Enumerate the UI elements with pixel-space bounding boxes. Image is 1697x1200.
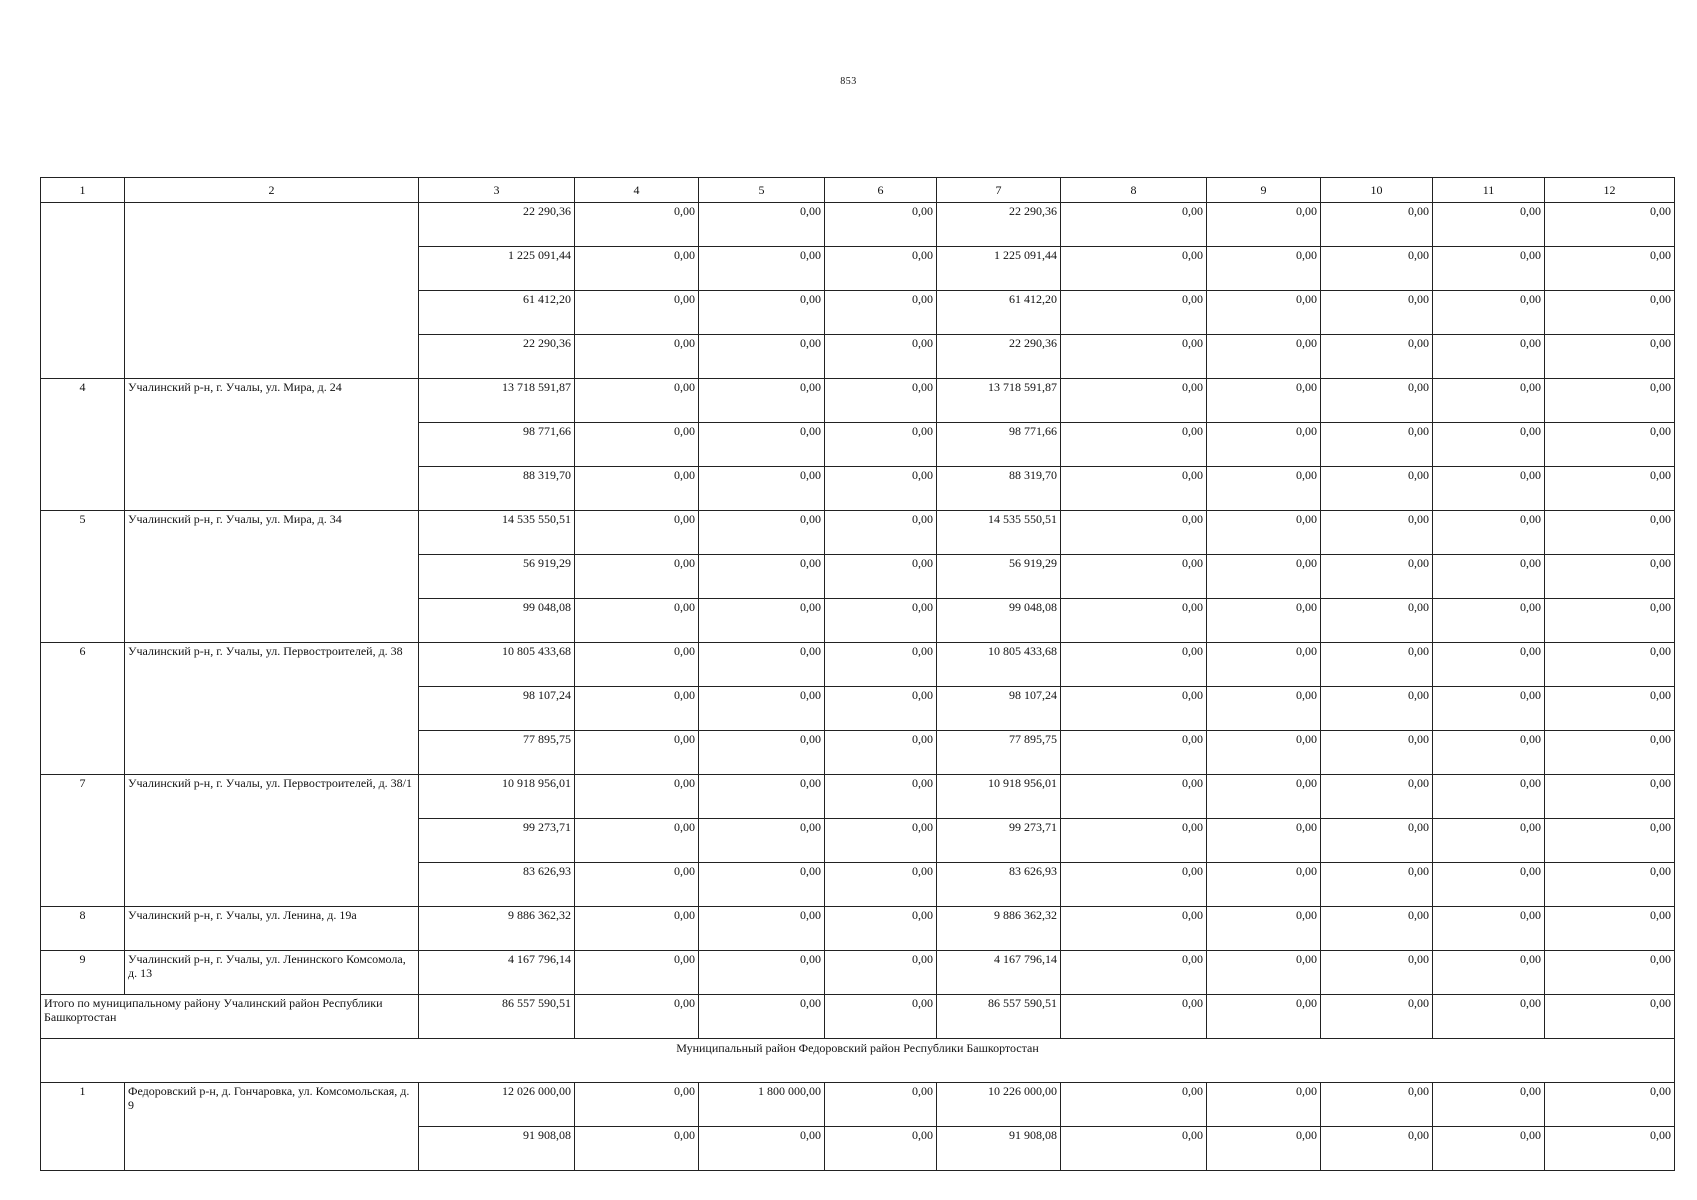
- value-cell: 0,00: [1061, 687, 1207, 731]
- value-cell: 4 167 796,14: [937, 951, 1061, 995]
- value-cell: 0,00: [575, 291, 699, 335]
- value-cell: 0,00: [575, 599, 699, 643]
- value-cell: 0,00: [1545, 951, 1675, 995]
- value-cell: 0,00: [825, 775, 937, 819]
- value-cell: 22 290,36: [419, 335, 575, 379]
- value-cell: 0,00: [699, 731, 825, 775]
- table-row: [41, 379, 1675, 423]
- value-cell: 0,00: [825, 379, 937, 423]
- value-cell: 0,00: [825, 555, 937, 599]
- value-cell: 0,00: [575, 247, 699, 291]
- value-cell: 0,00: [1321, 203, 1433, 247]
- value-cell: 0,00: [1433, 335, 1545, 379]
- address-cell: Учалинский р-н, г. Учалы, ул. Первостроителей, д. 38: [125, 643, 419, 775]
- value-cell: 0,00: [699, 467, 825, 511]
- value-cell: 0,00: [1321, 775, 1433, 819]
- total-label: Итого по муниципальному району Учалинский район Республики Башкортостан: [41, 995, 419, 1039]
- value-cell: 0,00: [1433, 1083, 1545, 1127]
- value-cell: 0,00: [825, 1127, 937, 1171]
- value-cell: 0,00: [1433, 731, 1545, 775]
- value-cell: 0,00: [1061, 511, 1207, 555]
- value-cell: 0,00: [575, 379, 699, 423]
- value-cell: 98 771,66: [937, 423, 1061, 467]
- value-cell: 0,00: [1321, 1083, 1433, 1127]
- entry-number: 8: [41, 907, 125, 951]
- value-cell: 0,00: [1061, 819, 1207, 863]
- entry-number: 5: [41, 511, 125, 643]
- value-cell: 0,00: [1545, 1127, 1675, 1171]
- value-cell: 0,00: [699, 379, 825, 423]
- value-cell: 0,00: [1061, 731, 1207, 775]
- address-cell: Учалинский р-н, г. Учалы, ул. Мира, д. 34: [125, 511, 419, 643]
- total-value-cell: 0,00: [1433, 995, 1545, 1039]
- value-cell: 0,00: [575, 335, 699, 379]
- value-cell: 0,00: [1545, 511, 1675, 555]
- value-cell: 0,00: [575, 775, 699, 819]
- value-cell: 61 412,20: [419, 291, 575, 335]
- value-cell: 0,00: [825, 687, 937, 731]
- value-cell: 0,00: [699, 423, 825, 467]
- value-cell: 0,00: [1321, 247, 1433, 291]
- value-cell: 0,00: [1545, 379, 1675, 423]
- value-cell: 0,00: [1207, 863, 1321, 907]
- value-cell: 0,00: [1207, 599, 1321, 643]
- value-cell: 0,00: [1545, 555, 1675, 599]
- value-cell: 0,00: [1433, 775, 1545, 819]
- value-cell: 0,00: [575, 863, 699, 907]
- value-cell: 0,00: [1321, 599, 1433, 643]
- value-cell: 12 026 000,00: [419, 1083, 575, 1127]
- value-cell: 0,00: [825, 291, 937, 335]
- value-cell: 77 895,75: [937, 731, 1061, 775]
- total-value-cell: 0,00: [1207, 995, 1321, 1039]
- value-cell: 0,00: [699, 203, 825, 247]
- value-cell: 22 290,36: [937, 203, 1061, 247]
- table-row: [41, 203, 1675, 247]
- entry-number-cell: [41, 203, 125, 379]
- value-cell: 1 225 091,44: [419, 247, 575, 291]
- column-header: 10: [1321, 178, 1433, 203]
- entry-number: 9: [41, 951, 125, 995]
- value-cell: 0,00: [1207, 511, 1321, 555]
- value-cell: 0,00: [1321, 731, 1433, 775]
- value-cell: 0,00: [1321, 511, 1433, 555]
- value-cell: 0,00: [1207, 907, 1321, 951]
- section-title: Муниципальный район Федоровский район Республики Башкортостан: [41, 1039, 1675, 1083]
- value-cell: 4 167 796,14: [419, 951, 575, 995]
- table-row: [41, 643, 1675, 687]
- value-cell: 0,00: [1061, 863, 1207, 907]
- value-cell: 0,00: [575, 731, 699, 775]
- value-cell: 0,00: [1061, 291, 1207, 335]
- value-cell: 0,00: [1433, 291, 1545, 335]
- value-cell: 9 886 362,32: [937, 907, 1061, 951]
- value-cell: 0,00: [1207, 203, 1321, 247]
- value-cell: 0,00: [699, 555, 825, 599]
- value-cell: 0,00: [1433, 467, 1545, 511]
- value-cell: 0,00: [1061, 203, 1207, 247]
- value-cell: 0,00: [1321, 687, 1433, 731]
- value-cell: 10 805 433,68: [937, 643, 1061, 687]
- entry-number: 1: [41, 1083, 125, 1171]
- value-cell: 0,00: [1061, 335, 1207, 379]
- value-cell: 0,00: [1545, 599, 1675, 643]
- value-cell: 0,00: [575, 423, 699, 467]
- value-cell: 0,00: [699, 819, 825, 863]
- value-cell: 88 319,70: [937, 467, 1061, 511]
- value-cell: 0,00: [1061, 379, 1207, 423]
- value-cell: 91 908,08: [419, 1127, 575, 1171]
- value-cell: 14 535 550,51: [937, 511, 1061, 555]
- column-header: 1: [41, 178, 125, 203]
- value-cell: 0,00: [1207, 423, 1321, 467]
- value-cell: 0,00: [825, 731, 937, 775]
- value-cell: 0,00: [699, 687, 825, 731]
- value-cell: 0,00: [1321, 951, 1433, 995]
- value-cell: 0,00: [1545, 291, 1675, 335]
- value-cell: 99 273,71: [937, 819, 1061, 863]
- value-cell: 0,00: [575, 555, 699, 599]
- total-value-cell: 0,00: [575, 995, 699, 1039]
- value-cell: 0,00: [1545, 335, 1675, 379]
- value-cell: 0,00: [699, 291, 825, 335]
- value-cell: 0,00: [699, 775, 825, 819]
- value-cell: 0,00: [825, 423, 937, 467]
- value-cell: 0,00: [1321, 907, 1433, 951]
- value-cell: 10 918 956,01: [419, 775, 575, 819]
- table-row: [41, 907, 1675, 951]
- table-row: [41, 951, 1675, 995]
- column-header: 8: [1061, 178, 1207, 203]
- total-value-cell: 86 557 590,51: [419, 995, 575, 1039]
- address-cell: Учалинский р-н, г. Учалы, ул. Ленина, д. 19а: [125, 907, 419, 951]
- value-cell: 0,00: [1321, 643, 1433, 687]
- address-cell: Учалинский р-н, г. Учалы, ул. Мира, д. 24: [125, 379, 419, 511]
- value-cell: 0,00: [1321, 555, 1433, 599]
- column-header: 9: [1207, 178, 1321, 203]
- value-cell: 0,00: [1433, 423, 1545, 467]
- value-cell: 0,00: [1545, 775, 1675, 819]
- value-cell: 13 718 591,87: [419, 379, 575, 423]
- value-cell: 0,00: [1207, 687, 1321, 731]
- value-cell: 83 626,93: [937, 863, 1061, 907]
- value-cell: 0,00: [825, 819, 937, 863]
- table-row: [41, 775, 1675, 819]
- value-cell: 99 048,08: [937, 599, 1061, 643]
- column-header: 3: [419, 178, 575, 203]
- value-cell: 0,00: [825, 599, 937, 643]
- column-header: 2: [125, 178, 419, 203]
- value-cell: 0,00: [825, 203, 937, 247]
- section-title-row: [41, 1039, 1675, 1083]
- value-cell: 0,00: [1321, 335, 1433, 379]
- value-cell: 0,00: [1433, 599, 1545, 643]
- value-cell: 0,00: [1207, 951, 1321, 995]
- value-cell: 0,00: [1207, 1083, 1321, 1127]
- value-cell: 0,00: [825, 511, 937, 555]
- entry-number: 4: [41, 379, 125, 511]
- value-cell: 0,00: [1061, 643, 1207, 687]
- value-cell: 0,00: [1207, 731, 1321, 775]
- value-cell: 0,00: [699, 1127, 825, 1171]
- value-cell: 0,00: [1433, 951, 1545, 995]
- value-cell: 0,00: [1545, 863, 1675, 907]
- column-header: 12: [1545, 178, 1675, 203]
- value-cell: 0,00: [1545, 687, 1675, 731]
- entry-number: 7: [41, 775, 125, 907]
- value-cell: 0,00: [575, 1083, 699, 1127]
- address-cell: [125, 203, 419, 379]
- value-cell: 98 771,66: [419, 423, 575, 467]
- value-cell: 0,00: [575, 687, 699, 731]
- total-row: [41, 995, 1675, 1039]
- address-cell: Учалинский р-н, г. Учалы, ул. Ленинского Комсомола, д. 13: [125, 951, 419, 995]
- value-cell: 0,00: [1207, 643, 1321, 687]
- value-cell: 0,00: [1061, 423, 1207, 467]
- value-cell: 91 908,08: [937, 1127, 1061, 1171]
- value-cell: 0,00: [1433, 1127, 1545, 1171]
- value-cell: 0,00: [1207, 335, 1321, 379]
- column-header: 6: [825, 178, 937, 203]
- value-cell: 0,00: [1207, 1127, 1321, 1171]
- value-cell: 0,00: [699, 599, 825, 643]
- value-cell: 1 800 000,00: [699, 1083, 825, 1127]
- page-number: 853: [840, 76, 857, 87]
- total-value-cell: 86 557 590,51: [937, 995, 1061, 1039]
- value-cell: 0,00: [1061, 1083, 1207, 1127]
- value-cell: 0,00: [1061, 555, 1207, 599]
- value-cell: 0,00: [575, 643, 699, 687]
- value-cell: 0,00: [1321, 1127, 1433, 1171]
- value-cell: 0,00: [1433, 687, 1545, 731]
- column-header: 7: [937, 178, 1061, 203]
- value-cell: 0,00: [1545, 731, 1675, 775]
- value-cell: 0,00: [575, 907, 699, 951]
- value-cell: 9 886 362,32: [419, 907, 575, 951]
- value-cell: 0,00: [1433, 907, 1545, 951]
- total-value-cell: 0,00: [1321, 995, 1433, 1039]
- value-cell: 0,00: [1061, 599, 1207, 643]
- value-cell: 10 918 956,01: [937, 775, 1061, 819]
- value-cell: 0,00: [1061, 907, 1207, 951]
- value-cell: 88 319,70: [419, 467, 575, 511]
- value-cell: 0,00: [1207, 379, 1321, 423]
- value-cell: 0,00: [1545, 643, 1675, 687]
- value-cell: 0,00: [1321, 863, 1433, 907]
- value-cell: 0,00: [1061, 467, 1207, 511]
- total-value-cell: 0,00: [825, 995, 937, 1039]
- value-cell: 22 290,36: [937, 335, 1061, 379]
- total-value-cell: 0,00: [1061, 995, 1207, 1039]
- value-cell: 0,00: [1321, 291, 1433, 335]
- value-cell: 0,00: [1061, 951, 1207, 995]
- value-cell: 0,00: [699, 951, 825, 995]
- table-body: [41, 178, 1675, 1171]
- value-cell: 61 412,20: [937, 291, 1061, 335]
- value-cell: 0,00: [575, 819, 699, 863]
- value-cell: 0,00: [1545, 247, 1675, 291]
- value-cell: 22 290,36: [419, 203, 575, 247]
- value-cell: 0,00: [1207, 555, 1321, 599]
- value-cell: 99 273,71: [419, 819, 575, 863]
- value-cell: 10 226 000,00: [937, 1083, 1061, 1127]
- value-cell: 0,00: [1207, 247, 1321, 291]
- value-cell: 98 107,24: [419, 687, 575, 731]
- value-cell: 0,00: [1545, 819, 1675, 863]
- value-cell: 0,00: [1207, 775, 1321, 819]
- value-cell: 0,00: [1433, 247, 1545, 291]
- value-cell: 0,00: [1207, 819, 1321, 863]
- value-cell: 0,00: [575, 951, 699, 995]
- value-cell: 0,00: [1321, 379, 1433, 423]
- value-cell: 1 225 091,44: [937, 247, 1061, 291]
- entry-number: 6: [41, 643, 125, 775]
- table-row: [41, 1083, 1675, 1127]
- value-cell: 0,00: [825, 863, 937, 907]
- value-cell: 10 805 433,68: [419, 643, 575, 687]
- value-cell: 0,00: [1545, 1083, 1675, 1127]
- value-cell: 0,00: [699, 335, 825, 379]
- value-cell: 0,00: [1321, 423, 1433, 467]
- table-row: [41, 511, 1675, 555]
- value-cell: 0,00: [1545, 907, 1675, 951]
- value-cell: 0,00: [699, 643, 825, 687]
- value-cell: 0,00: [1545, 423, 1675, 467]
- value-cell: 0,00: [1545, 203, 1675, 247]
- value-cell: 0,00: [1061, 247, 1207, 291]
- value-cell: 0,00: [825, 247, 937, 291]
- column-header: 11: [1433, 178, 1545, 203]
- value-cell: 0,00: [1433, 819, 1545, 863]
- value-cell: 0,00: [825, 643, 937, 687]
- value-cell: 0,00: [825, 335, 937, 379]
- value-cell: 0,00: [1061, 775, 1207, 819]
- value-cell: 0,00: [575, 1127, 699, 1171]
- value-cell: 0,00: [825, 907, 937, 951]
- column-header: 4: [575, 178, 699, 203]
- value-cell: 0,00: [699, 907, 825, 951]
- value-cell: 0,00: [1433, 379, 1545, 423]
- value-cell: 83 626,93: [419, 863, 575, 907]
- value-cell: 0,00: [699, 863, 825, 907]
- value-cell: 0,00: [575, 203, 699, 247]
- column-header: 5: [699, 178, 825, 203]
- value-cell: 0,00: [1433, 555, 1545, 599]
- value-cell: 0,00: [1321, 819, 1433, 863]
- value-cell: 0,00: [1321, 467, 1433, 511]
- value-cell: 56 919,29: [419, 555, 575, 599]
- value-cell: 0,00: [825, 951, 937, 995]
- value-cell: 0,00: [699, 511, 825, 555]
- value-cell: 0,00: [1061, 1127, 1207, 1171]
- value-cell: 0,00: [575, 467, 699, 511]
- address-cell: Федоровский р-н, д. Гончаровка, ул. Комсомольская, д. 9: [125, 1083, 419, 1171]
- value-cell: 0,00: [1433, 643, 1545, 687]
- value-cell: 13 718 591,87: [937, 379, 1061, 423]
- address-cell: Учалинский р-н, г. Учалы, ул. Первостроителей, д. 38/1: [125, 775, 419, 907]
- value-cell: 0,00: [1207, 291, 1321, 335]
- value-cell: 0,00: [1545, 467, 1675, 511]
- value-cell: 0,00: [575, 511, 699, 555]
- total-value-cell: 0,00: [699, 995, 825, 1039]
- value-cell: 0,00: [825, 467, 937, 511]
- value-cell: 99 048,08: [419, 599, 575, 643]
- value-cell: 0,00: [699, 247, 825, 291]
- value-cell: 56 919,29: [937, 555, 1061, 599]
- data-table: [40, 177, 1675, 1171]
- value-cell: 0,00: [1433, 511, 1545, 555]
- value-cell: 0,00: [1433, 863, 1545, 907]
- total-value-cell: 0,00: [1545, 995, 1675, 1039]
- value-cell: 77 895,75: [419, 731, 575, 775]
- header-row: [41, 178, 1675, 203]
- value-cell: 0,00: [1207, 467, 1321, 511]
- value-cell: 98 107,24: [937, 687, 1061, 731]
- value-cell: 14 535 550,51: [419, 511, 575, 555]
- value-cell: 0,00: [825, 1083, 937, 1127]
- value-cell: 0,00: [1433, 203, 1545, 247]
